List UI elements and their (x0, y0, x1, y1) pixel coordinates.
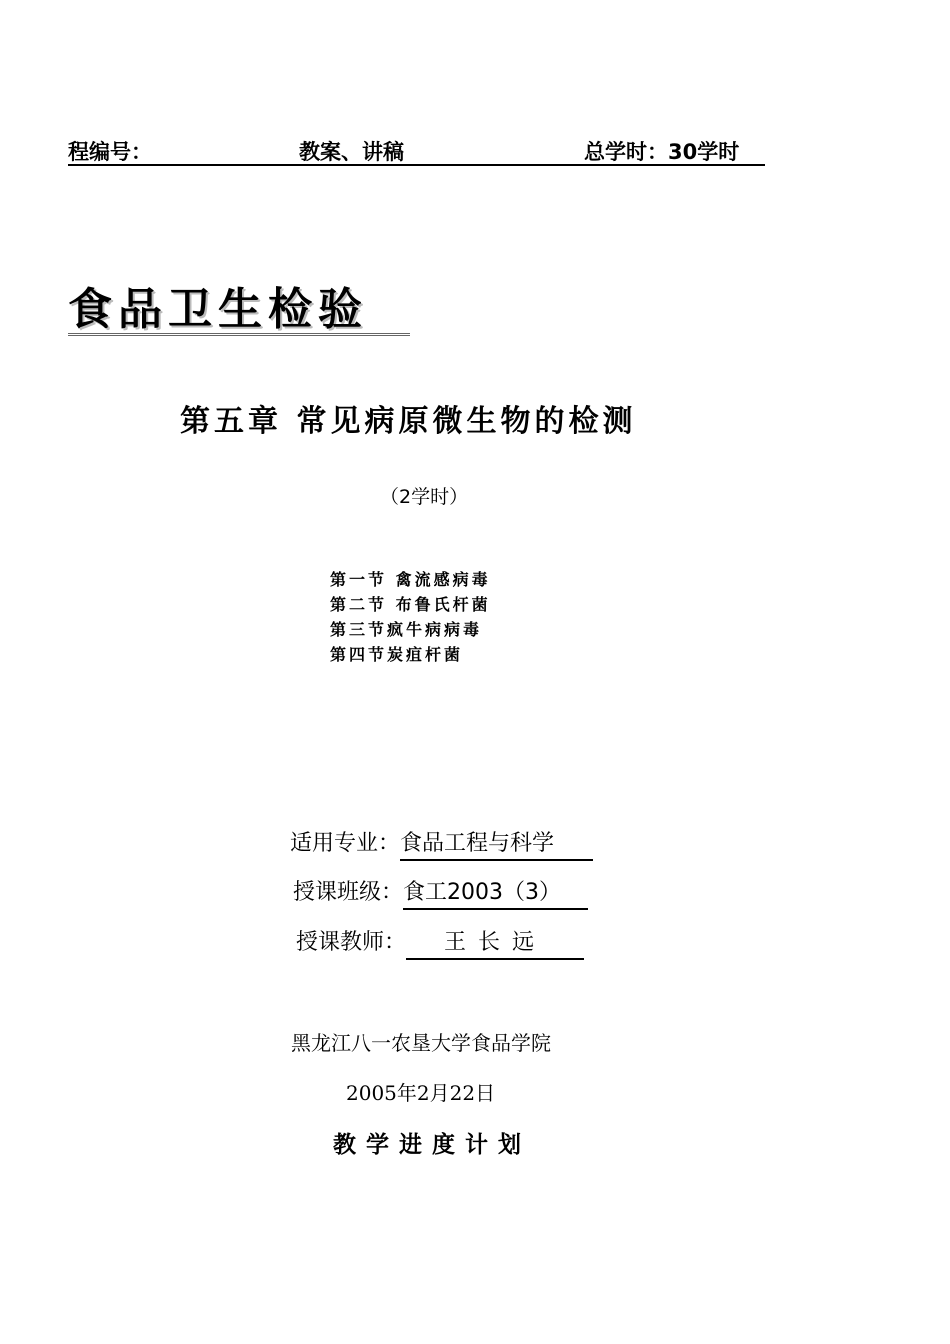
course-title: 食品卫生检验 (68, 284, 368, 335)
course-code-label: 程编号： (68, 140, 152, 164)
college-name: 黑龙江八一农垦大学食品学院 (291, 1031, 551, 1055)
major-row (290, 828, 593, 861)
chapter-hours: （2学时） (380, 486, 469, 508)
major-value: 食品工程与科学 (400, 829, 593, 861)
header-line (68, 134, 765, 166)
teacher-label: 授课教师： (296, 930, 407, 955)
course-title-underline (68, 333, 410, 336)
class-label: 授课班级： (293, 880, 404, 905)
total-hours: 总学时：30学时 (584, 140, 740, 164)
section-item: 第四节炭疽杆菌 (330, 645, 464, 664)
section-item: 第三节疯牛病病毒 (330, 620, 483, 639)
chapter-title: 第五章 常见病原微生物的检测 (180, 404, 637, 439)
major-label: 适用专业： (290, 831, 401, 856)
teacher-value: 王长远 (406, 928, 584, 960)
document-date: 2005年2月22日 (346, 1081, 496, 1105)
section-item: 第二节 布鲁氏杆菌 (330, 595, 491, 614)
section-item: 第一节 禽流感病毒 (330, 570, 491, 589)
doc-type: 教案、讲稿 (299, 140, 404, 164)
teacher-row (296, 927, 584, 960)
section-list (330, 567, 491, 667)
class-value: 食工2003（3） (403, 878, 588, 910)
plan-title: 教学进度计划 (333, 1132, 531, 1158)
class-row (293, 877, 588, 910)
